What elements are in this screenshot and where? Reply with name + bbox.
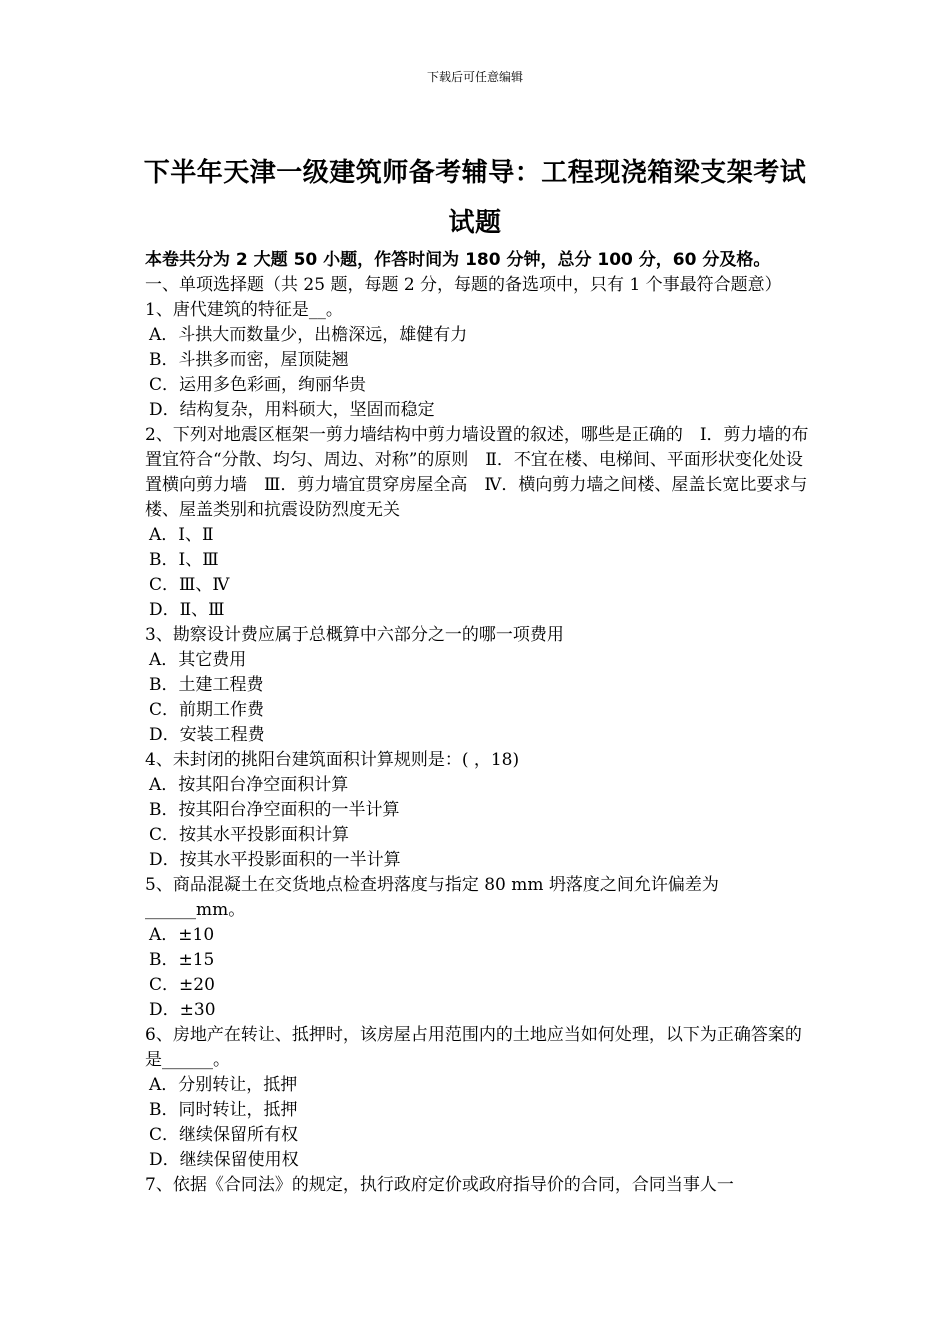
option-a: A．斗拱大而数量少，出檐深远，雄健有力 xyxy=(149,325,468,345)
option-d: D．Ⅱ、Ⅲ xyxy=(149,600,225,620)
option-c: C．±20 xyxy=(149,975,215,995)
option-b: B．±15 xyxy=(149,950,215,970)
option-a: A．Ⅰ、Ⅱ xyxy=(149,525,214,545)
option-d: D．继续保留使用权 xyxy=(149,1150,299,1170)
question-6 xyxy=(145,1023,810,1173)
option-c: C．前期工作费 xyxy=(149,700,265,720)
question-stem: 2、下列对地震区框架一剪力墙结构中剪力墙设置的叙述，哪些是正确的 Ⅰ．剪力墙的布置宜符合“分散、均匀、周边、对称”的原则 Ⅱ．不宜在楼、电梯间、平面形状变化处设置横向剪力墙 Ⅲ．剪力墙宜贯穿房屋全高 Ⅳ．横向剪力墙之间楼、屋盖长宽比要求与楼、屋盖类别和抗震设防烈度无关 xyxy=(145,425,809,520)
option-a: A．其它费用 xyxy=(149,650,247,670)
document-title-line1: 下半年天津一级建筑师备考辅导：工程现浇箱梁支架考试 xyxy=(143,158,807,188)
question-5 xyxy=(145,873,810,1023)
option-c: C．Ⅲ、Ⅳ xyxy=(149,575,230,595)
question-stem: 7、依据《合同法》的规定，执行政府定价或政府指导价的合同，合同当事人一 xyxy=(145,1175,734,1195)
option-d: D．按其水平投影面积的一半计算 xyxy=(149,850,401,870)
question-7 xyxy=(145,1173,810,1198)
option-b: B．同时转让，抵押 xyxy=(149,1100,298,1120)
option-b: B．按其阳台净空面积的一半计算 xyxy=(149,800,400,820)
question-stem: 6、房地产在转让、抵押时，该房屋占用范围内的土地应当如何处理，以下为正确答案的是______。 xyxy=(145,1025,802,1070)
option-a: A．按其阳台净空面积计算 xyxy=(149,775,349,795)
question-2 xyxy=(145,423,810,623)
question-3 xyxy=(145,623,810,748)
option-c: C．运用多色彩画，绚丽华贵 xyxy=(149,375,367,395)
question-stem: 3、勘察设计费应属于总概算中六部分之一的哪一项费用 xyxy=(145,625,564,645)
option-b: B．土建工程费 xyxy=(149,675,264,695)
question-4 xyxy=(145,748,810,873)
option-d: D．±30 xyxy=(149,1000,216,1020)
question-stem: 1、唐代建筑的特征是__。 xyxy=(145,300,343,320)
option-d: D．安装工程费 xyxy=(149,725,265,745)
option-c: C．按其水平投影面积计算 xyxy=(149,825,350,845)
question-stem: 4、未封闭的挑阳台建筑面积计算规则是：( ，18) xyxy=(145,750,520,770)
option-a: A．±10 xyxy=(149,925,215,945)
question-1 xyxy=(145,298,810,423)
option-d: D．结构复杂，用料硕大，坚固而稳定 xyxy=(149,400,435,420)
document-title-line2: 试题 xyxy=(448,208,502,238)
option-b: B．斗拱多而密，屋顶陡翘 xyxy=(149,350,349,370)
document-body xyxy=(145,248,810,1198)
question-stem: 5、商品混凝土在交货地点检查坍落度与指定 80 mm 坍落度之间允许偏差为______mm。 xyxy=(145,875,719,920)
header-note: 下载后可任意编辑 xyxy=(426,70,523,84)
exam-intro: 本卷共分为 2 大题 50 小题，作答时间为 180 分钟，总分 100 分，60 分及格。 xyxy=(145,250,771,270)
option-b: B．Ⅰ、Ⅲ xyxy=(149,550,219,570)
section-heading: 一、单项选择题（共 25 题，每题 2 分，每题的备选项中，只有 1 个事最符合题意） xyxy=(145,275,782,295)
option-a: A．分别转让，抵押 xyxy=(149,1075,298,1095)
option-c: C．继续保留所有权 xyxy=(149,1125,299,1145)
